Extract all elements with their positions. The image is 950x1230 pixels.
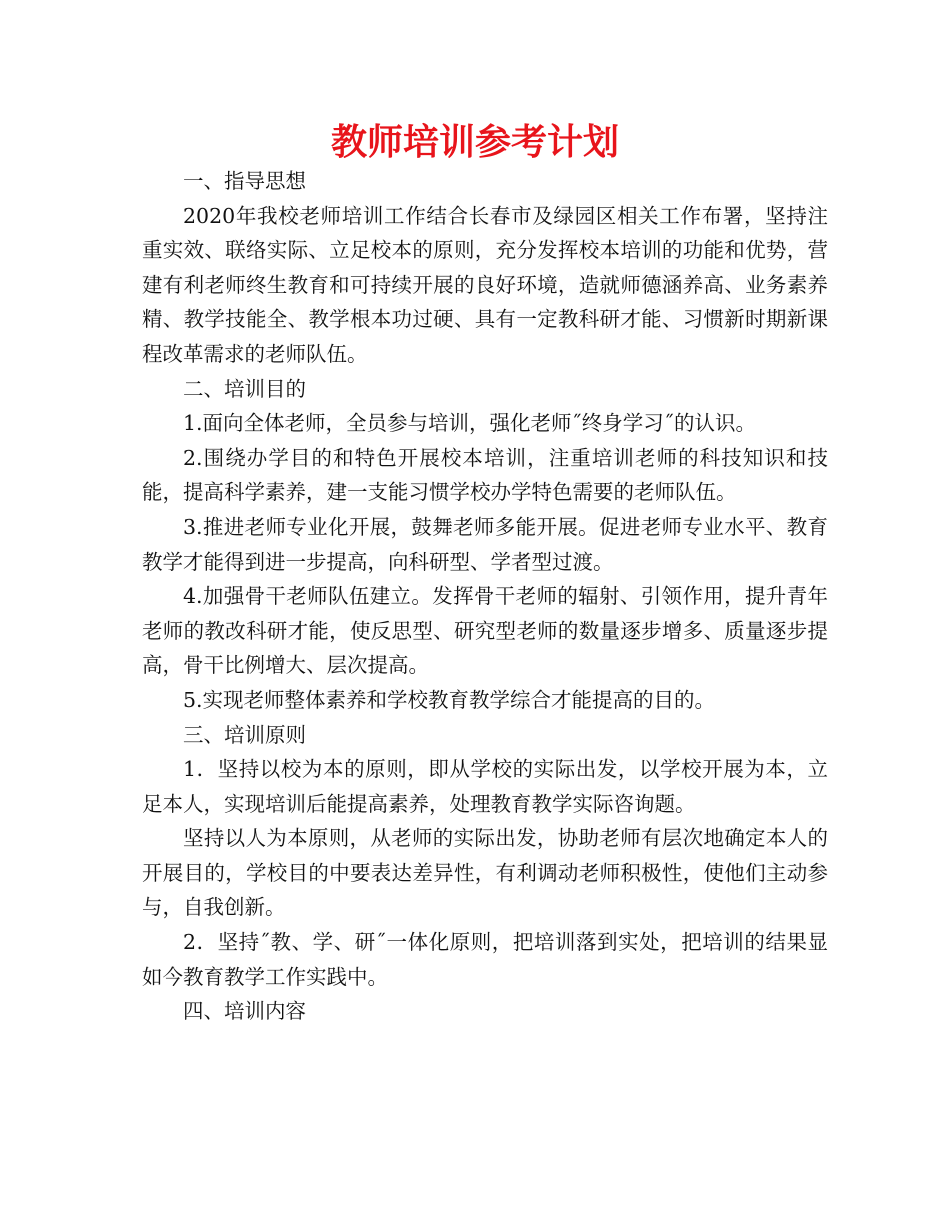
paragraph-guiding-ideology: 2020年我校老师培训工作结合长春市及绿园区相关工作布署，坚持注重实效、联络实际、立足校本的原则，充分发挥校本培训的功能和优势，营建有利老师终生教育和可持续开展的良好环境，造就师德涵养高、业务素养精、教学技能全、教学根本功过硬、具有一定教科研才能、习惯新时期新课程改革需求的老师队伍。 — [142, 203, 828, 366]
paragraph-goal-2: 2.围绕办学目的和特色开展校本培训，注重培训老师的科技知识和技能，提高科学素养，建一支能习惯学校办学特色需要的老师队伍。 — [142, 445, 828, 505]
section-heading-guiding-ideology: 一、指导思想 — [183, 169, 306, 193]
section-heading-training-goals: 二、培训目的 — [183, 376, 306, 401]
document-body — [142, 164, 828, 1029]
section-heading-training-principles: 三、培训原则 — [183, 722, 306, 747]
paragraph-goal-1: 1.面向全体老师，全员参与培训，强化老师˝终身学习˝的认识。 — [183, 411, 757, 436]
document-title: 教师培训参考计划 — [330, 122, 619, 163]
paragraph-principle-people: 坚持以人为本原则，从老师的实际出发，协助老师有层次地确定本人的开展目的，学校目的中要表达差异性，有利调动老师积极性，使他们主动参与，自我创新。 — [142, 826, 828, 920]
paragraph-goal-5: 5.实现老师整体素养和学校教育教学综合才能提高的目的。 — [183, 687, 716, 712]
paragraph-principle-2: 2．坚持˝教、学、研˝一体化原则，把培训落到实处，把培训的结果显如今教育教学工作实践中。 — [142, 930, 828, 989]
paragraph-goal-4: 4.加强骨干老师队伍建立。发挥骨干老师的辐射、引领作用，提升青年老师的教改科研才能，使反思型、研究型老师的数量逐步增多、质量逐步提高，骨干比例增大、层次提高。 — [142, 584, 828, 678]
section-heading-training-content: 四、培训内容 — [183, 999, 306, 1024]
paragraph-goal-3: 3.推进老师专业化开展，鼓舞老师多能开展。促进老师专业水平、教育教学才能得到进一步提高，向科研型、学者型过渡。 — [142, 514, 828, 574]
paragraph-principle-1: 1．坚持以校为本的原则，即从学校的实际出发，以学校开展为本，立足本人，实现培训后能提高素养，处理教育教学实际咨询题。 — [142, 757, 828, 816]
